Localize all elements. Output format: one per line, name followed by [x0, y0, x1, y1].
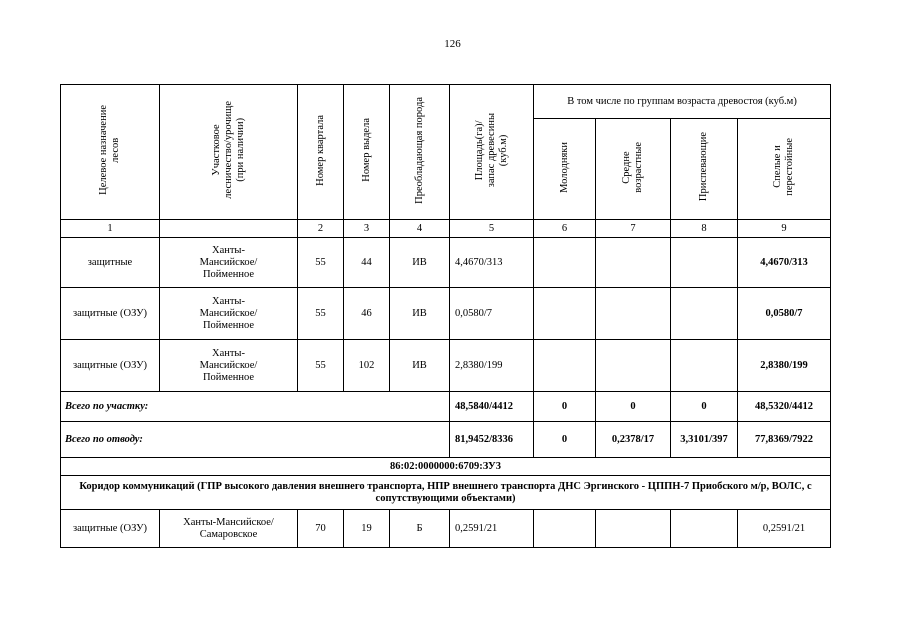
total-site-middle: 0: [596, 392, 671, 422]
cell-species: Б: [390, 510, 450, 548]
cell-ripening: [671, 288, 738, 340]
cell-species: ИВ: [390, 340, 450, 392]
total-site-mature: 48,5320/4412: [738, 392, 831, 422]
total-allotment-mature: 77,8369/7922: [738, 422, 831, 458]
cell-area: 4,4670/313: [450, 238, 534, 288]
total-allotment-row: [61, 422, 831, 458]
col-number: 3: [344, 220, 390, 238]
cell-young: [534, 340, 596, 392]
total-allotment-ripening: 3,3101/397: [671, 422, 738, 458]
col-number: 7: [596, 220, 671, 238]
cell-purpose: защитные (ОЗУ): [61, 288, 160, 340]
cell-section: 19: [344, 510, 390, 548]
cell-young: [534, 510, 596, 548]
corridor-row: [61, 476, 831, 510]
table-row: [61, 340, 831, 392]
total-allotment-label: Всего по отводу:: [61, 422, 450, 458]
header-ripening: Приспевающие: [671, 119, 738, 220]
table-row: [61, 238, 831, 288]
total-site-area: 48,5840/4412: [450, 392, 534, 422]
cell-quarter: 55: [298, 238, 344, 288]
col-number: [160, 220, 298, 238]
cell-area: 2,8380/199: [450, 340, 534, 392]
cell-young: [534, 238, 596, 288]
cadastral-number: 86:02:0000000:6709:ЗУ3: [61, 458, 831, 476]
header-district: Участковое лесничество/урочище (при наличии): [160, 85, 298, 220]
header-quarter: Номер квартала: [298, 85, 344, 220]
cell-area: 0,0580/7: [450, 288, 534, 340]
total-site-row: [61, 392, 831, 422]
cell-mature: 0,2591/21: [738, 510, 831, 548]
header-area: Площадь(га)/ запас древесины (куб.м): [450, 85, 534, 220]
cell-district: Ханты- Мансийское/ Пойменное: [160, 340, 298, 392]
cell-species: ИВ: [390, 238, 450, 288]
cell-purpose: защитные (ОЗУ): [61, 510, 160, 548]
cell-section: 46: [344, 288, 390, 340]
cell-area: 0,2591/21: [450, 510, 534, 548]
corridor-title: Коридор коммуникаций (ГПР высокого давления внешнего транспорта, НПР внешнего транспорта ДНС Эргинского - ЦППН-7 Приобского м/р, ВОЛС, с сопутствующими объектами): [61, 476, 831, 510]
cell-section: 102: [344, 340, 390, 392]
col-number: 9: [738, 220, 831, 238]
cell-district: Ханты- Мансийское/ Пойменное: [160, 238, 298, 288]
header-section: Номер выдела: [344, 85, 390, 220]
col-number: 5: [450, 220, 534, 238]
cell-ripening: [671, 340, 738, 392]
cell-purpose: защитные (ОЗУ): [61, 340, 160, 392]
cell-district: Ханты- Мансийское/ Пойменное: [160, 288, 298, 340]
cell-district: Ханты-Мансийское/ Самаровское: [160, 510, 298, 548]
cadastral-row: [61, 458, 831, 476]
col-number: 6: [534, 220, 596, 238]
cell-species: ИВ: [390, 288, 450, 340]
col-number: 4: [390, 220, 450, 238]
col-number: 2: [298, 220, 344, 238]
cell-ripening: [671, 510, 738, 548]
cell-young: [534, 288, 596, 340]
column-numbers-row: [61, 220, 831, 238]
cell-quarter: 55: [298, 340, 344, 392]
cell-middle: [596, 340, 671, 392]
table-row: [61, 288, 831, 340]
col-number: 1: [61, 220, 160, 238]
cell-mature: 2,8380/199: [738, 340, 831, 392]
cell-quarter: 55: [298, 288, 344, 340]
header-mature: Спелые и перестойные: [738, 119, 831, 220]
forest-table: [60, 84, 831, 548]
header-species: Преобладающая порода: [390, 85, 450, 220]
total-allotment-middle: 0,2378/17: [596, 422, 671, 458]
cell-middle: [596, 510, 671, 548]
cell-section: 44: [344, 238, 390, 288]
total-allotment-area: 81,9452/8336: [450, 422, 534, 458]
header-age-groups: В том числе по группам возраста древостоя (куб.м): [534, 85, 831, 119]
page-number: 126: [444, 38, 461, 50]
cell-ripening: [671, 238, 738, 288]
table-row: [61, 510, 831, 548]
total-allotment-young: 0: [534, 422, 596, 458]
header-young: Молодняки: [534, 119, 596, 220]
cell-mature: 0,0580/7: [738, 288, 831, 340]
cell-middle: [596, 238, 671, 288]
total-site-young: 0: [534, 392, 596, 422]
cell-mature: 4,4670/313: [738, 238, 831, 288]
cell-quarter: 70: [298, 510, 344, 548]
col-number: 8: [671, 220, 738, 238]
total-site-label: Всего по участку:: [61, 392, 450, 422]
total-site-ripening: 0: [671, 392, 738, 422]
cell-middle: [596, 288, 671, 340]
header-middle: Средне возрастные: [596, 119, 671, 220]
cell-purpose: защитные: [61, 238, 160, 288]
header-purpose: Целевое назначение лесов: [61, 85, 160, 220]
